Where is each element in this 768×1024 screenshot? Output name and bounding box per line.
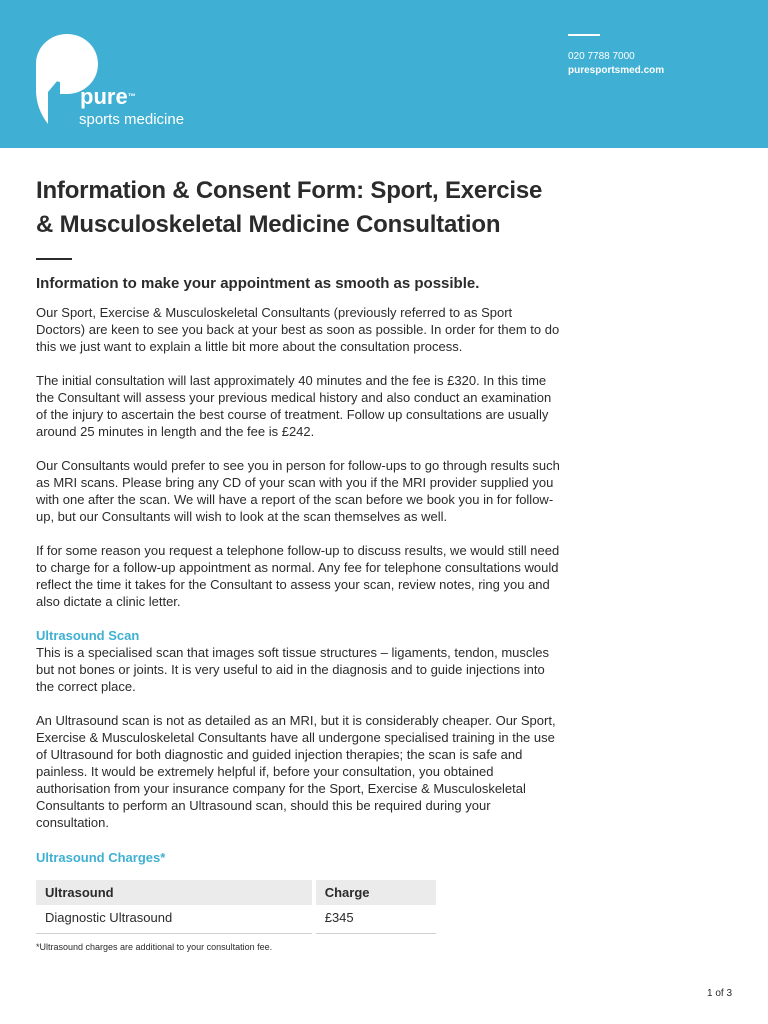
- intro-paragraph: Our Sport, Exercise & Musculoskeletal Consultants (previously referred to as Sport Doctors) are keen to see you back at your best as soon as possible. In order for them to do this we just want to explain a little bit more about the consultation process.: [36, 305, 560, 354]
- charges-table: [36, 880, 436, 934]
- brand-name: pure™: [80, 84, 136, 109]
- page-header: [0, 0, 768, 148]
- logo: [36, 34, 216, 134]
- page-title: Information & Consent Form: Sport, Exercise & Musculoskeletal Medicine Consultation: [36, 177, 543, 238]
- ultrasound-heading: Ultrasound Scan: [36, 628, 140, 643]
- document-body: [36, 174, 562, 953]
- intro-heading: Information to make your appointment as smooth as possible.: [36, 275, 480, 292]
- ultrasound-paragraph: This is a specialised scan that images soft tissue structures – ligaments, tendon, muscles but not bones or joints. It is very useful to aid in the diagnosis and to guide injections into the correct place.: [36, 645, 550, 694]
- brand-subtitle: sports medicine: [79, 111, 185, 128]
- table-row: [36, 905, 436, 934]
- follow-up-paragraph: Our Consultants would prefer to see you in person for follow-ups to go through results such as MRI scans. Please bring any CD of your scan with you if the MRI provider supplied you with one after the scan. We will have a report of the scan before we book you in for follow-up, but our Consultants will wish to look at the scan themselves as well.: [36, 458, 560, 524]
- contact-info: [568, 34, 664, 78]
- phone-number: 020 7788 7000: [568, 51, 635, 62]
- column-header: Ultrasound: [36, 880, 314, 905]
- charges-heading: Ultrasound Charges*: [36, 850, 166, 865]
- charges-footnote: *Ultrasound charges are additional to your consultation fee.: [36, 942, 273, 952]
- title-divider: [36, 258, 72, 260]
- column-header: Charge: [314, 880, 436, 905]
- table-cell: £345: [314, 905, 436, 934]
- table-header-row: [36, 880, 436, 905]
- page-number: 1 of 3: [707, 988, 733, 999]
- ultrasound-detail-paragraph: An Ultrasound scan is not as detailed as an MRI, but it is considerably cheaper. Our Sport, Exercise & Musculoskeletal Consultants have all undergone specialised training in the use of Ultrasound for both diagnostic and guided injection therapies; the scan is safe and painless. It would be extremely helpful if, before your consultation, you obtained authorisation from your insurance company for the Sport, Exercise & Musculoskeletal Consultants to perform an Ultrasound scan, should this be required during your consultation.: [36, 713, 556, 830]
- table-cell: Diagnostic Ultrasound: [36, 905, 314, 934]
- contact-divider: [568, 34, 600, 36]
- telephone-paragraph: If for some reason you request a telephone follow-up to discuss results, we would still need to charge for a follow-up appointment as normal. Any fee for telephone consultations would reflect the time it takes for the Consultant to assess your scan, review notes, ring you and also dictate a clinic letter.: [36, 543, 560, 609]
- fees-paragraph: The initial consultation will last approximately 40 minutes and the fee is £320. In this time the Consultant will assess your previous medical history and also conduct an examination of the injury to ascertain the best course of treatment. Follow up consultations are usually around 25 minutes in length and the fee is £242.: [36, 373, 552, 439]
- website-link[interactable]: puresportsmed.com: [568, 65, 665, 76]
